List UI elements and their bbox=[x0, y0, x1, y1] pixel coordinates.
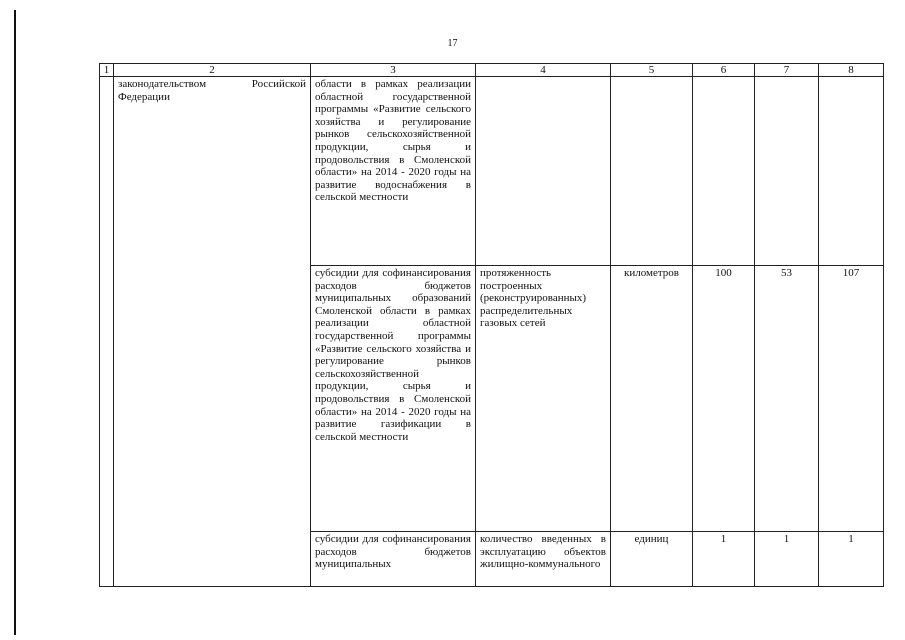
indicator-text: количество введенных в эксплуатацию объектов жилищно-коммунального bbox=[480, 533, 606, 571]
column-number-2: 2 bbox=[114, 64, 311, 77]
unit-cell: километров bbox=[611, 266, 693, 532]
value-cell: 107 bbox=[819, 266, 884, 532]
indicator-cell bbox=[476, 77, 611, 266]
value-cell: 1 bbox=[755, 532, 819, 587]
value-cell: 100 bbox=[693, 266, 755, 532]
column-number-5: 5 bbox=[611, 64, 693, 77]
measure-text: субсидии для софинансирования расходов бюджетов муниципальных bbox=[315, 533, 471, 571]
value-cell bbox=[819, 77, 884, 266]
column-number-8: 8 bbox=[819, 64, 884, 77]
unit-cell: единиц bbox=[611, 532, 693, 587]
value-cell bbox=[693, 77, 755, 266]
measure-cell bbox=[311, 266, 476, 532]
row-number-cell bbox=[100, 77, 114, 587]
column-number-4: 4 bbox=[476, 64, 611, 77]
indicator-text: протяженность построенных (реконструированных) распределительных газовых сетей bbox=[480, 267, 587, 330]
value-cell bbox=[755, 77, 819, 266]
scan-margin-line bbox=[14, 10, 16, 635]
column-number-3: 3 bbox=[311, 64, 476, 77]
indicator-cell bbox=[476, 266, 611, 532]
unit-cell bbox=[611, 77, 693, 266]
table-row bbox=[100, 77, 884, 266]
column-number-6: 6 bbox=[693, 64, 755, 77]
value-cell: 53 bbox=[755, 266, 819, 532]
value-cell: 1 bbox=[819, 532, 884, 587]
indicator-cell bbox=[476, 532, 611, 587]
measure-cell bbox=[311, 532, 476, 587]
value-cell: 1 bbox=[693, 532, 755, 587]
column-number-7: 7 bbox=[755, 64, 819, 77]
page-number: 17 bbox=[447, 38, 458, 49]
legislation-text: законодательством Российской Федерации bbox=[118, 78, 306, 103]
measure-cell bbox=[311, 77, 476, 266]
indicators-table bbox=[99, 63, 884, 587]
column-number-1: 1 bbox=[100, 64, 114, 77]
measure-text: области в рамках реализации областной государственной программы «Развитие сельского хозяйства и регулирование рынков сельскохозяйственной продукции, сырья и продовольствия в Смоленской области» на 2014 - 2020 годы на развитие водоснабжения в сельской местности bbox=[315, 78, 471, 204]
column-number-row bbox=[100, 64, 884, 77]
legislation-cell bbox=[114, 77, 311, 587]
measure-text: субсидии для софинансирования расходов бюджетов муниципальных образований Смоленской области в рамках реализации областной государственной программы «Развитие сельского хозяйства и регулирование рынков сельскохозяйственной продукции, сырья и продовольствия в Смоленской области» на 2014 - 2020 годы на развитие газификации в сельской местности bbox=[315, 267, 471, 443]
